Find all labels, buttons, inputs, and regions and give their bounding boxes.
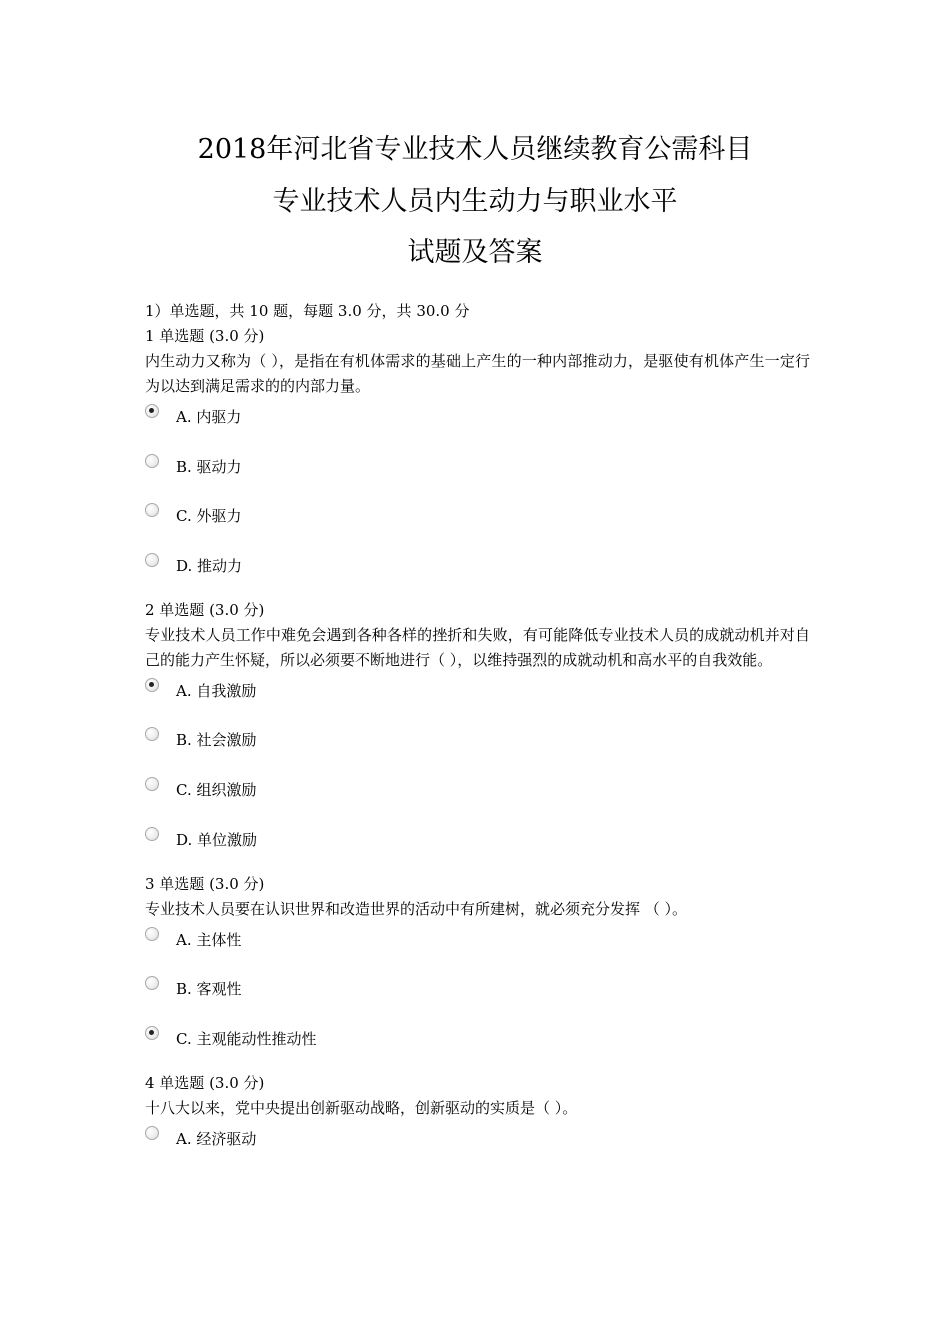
document-title-line-1: 2018年河北省专业技术人员继续教育公需科目 <box>197 134 753 165</box>
option-label: A. 主体性 <box>176 930 242 949</box>
option-label: C. 主观能动性推动性 <box>176 1029 317 1048</box>
radio-button-icon[interactable] <box>145 1126 159 1140</box>
question-header: 1 单选题 (3.0 分) <box>145 327 265 345</box>
document-title-line-3: 试题及答案 <box>407 237 543 268</box>
option-d[interactable] <box>145 548 810 598</box>
option-label: D. 推动力 <box>176 557 243 576</box>
option-list <box>145 922 810 1071</box>
option-label: C. 组织激励 <box>176 781 257 800</box>
option-b[interactable] <box>145 971 810 1021</box>
question-text: 十八大以来，党中央提出创新驱动战略，创新驱动的实质是（ ）。 <box>145 1098 578 1117</box>
option-label: C. 外驱力 <box>176 507 242 526</box>
document-title-line-2: 专业技术人员内生动力与职业水平 <box>272 186 678 217</box>
option-c[interactable] <box>145 772 810 822</box>
option-c[interactable] <box>145 498 810 548</box>
question-text: 专业技术人员工作中难免会遇到各种各样的挫折和失败，有可能降低专业技术人员的成就动机并对自己的能力产生怀疑，所以必须要不断地进行（ ），以维持强烈的成就动机和高水平的自我效能。 <box>145 625 810 669</box>
question-4 <box>145 1071 810 1151</box>
option-label: A. 自我激励 <box>176 681 257 700</box>
option-label: A. 经济驱动 <box>176 1129 257 1148</box>
option-list <box>145 1121 810 1151</box>
option-label: B. 客观性 <box>176 980 242 999</box>
option-c[interactable] <box>145 1021 810 1071</box>
radio-button-icon[interactable] <box>145 927 159 941</box>
question-text: 专业技术人员要在认识世界和改造世界的活动中有所建树，就必须充分发挥 （ ）。 <box>145 899 688 918</box>
radio-button-icon[interactable] <box>145 976 159 990</box>
option-a[interactable] <box>145 399 810 449</box>
option-list <box>145 673 810 872</box>
option-b[interactable] <box>145 449 810 499</box>
option-a[interactable] <box>145 1121 810 1151</box>
radio-button-icon[interactable] <box>145 503 159 517</box>
question-header: 4 单选题 (3.0 分) <box>145 1073 265 1092</box>
option-b[interactable] <box>145 722 810 772</box>
radio-button-icon[interactable] <box>145 404 159 418</box>
question-list <box>145 299 810 1151</box>
radio-button-icon[interactable] <box>145 1026 159 1040</box>
radio-button-icon[interactable] <box>145 827 159 841</box>
question-3 <box>145 872 810 1071</box>
radio-button-icon[interactable] <box>145 553 159 567</box>
option-d[interactable] <box>145 822 810 872</box>
question-2 <box>145 598 810 872</box>
option-a[interactable] <box>145 922 810 972</box>
option-label: B. 社会激励 <box>176 731 257 750</box>
option-label: D. 单位激励 <box>176 830 258 849</box>
question-header: 3 单选题 (3.0 分) <box>145 874 265 893</box>
radio-button-icon[interactable] <box>145 678 159 692</box>
option-list <box>145 399 810 598</box>
option-a[interactable] <box>145 673 810 723</box>
radio-button-icon[interactable] <box>145 454 159 468</box>
question-1 <box>145 324 810 598</box>
question-header: 2 单选题 (3.0 分) <box>145 600 265 619</box>
section-header: 1）单选题，共 10 题，每题 3.0 分，共 30.0 分 <box>145 302 470 320</box>
option-label: B. 驱动力 <box>176 457 242 476</box>
radio-button-icon[interactable] <box>145 727 159 741</box>
option-label: A. 内驱力 <box>176 408 242 426</box>
radio-button-icon[interactable] <box>145 777 159 791</box>
question-text: 内生动力又称为（ ），是指在有机体需求的基础上产生的一种内部推动力，是驱使有机体产生一定行为以达到满足需求的的内部力量。 <box>145 352 810 395</box>
